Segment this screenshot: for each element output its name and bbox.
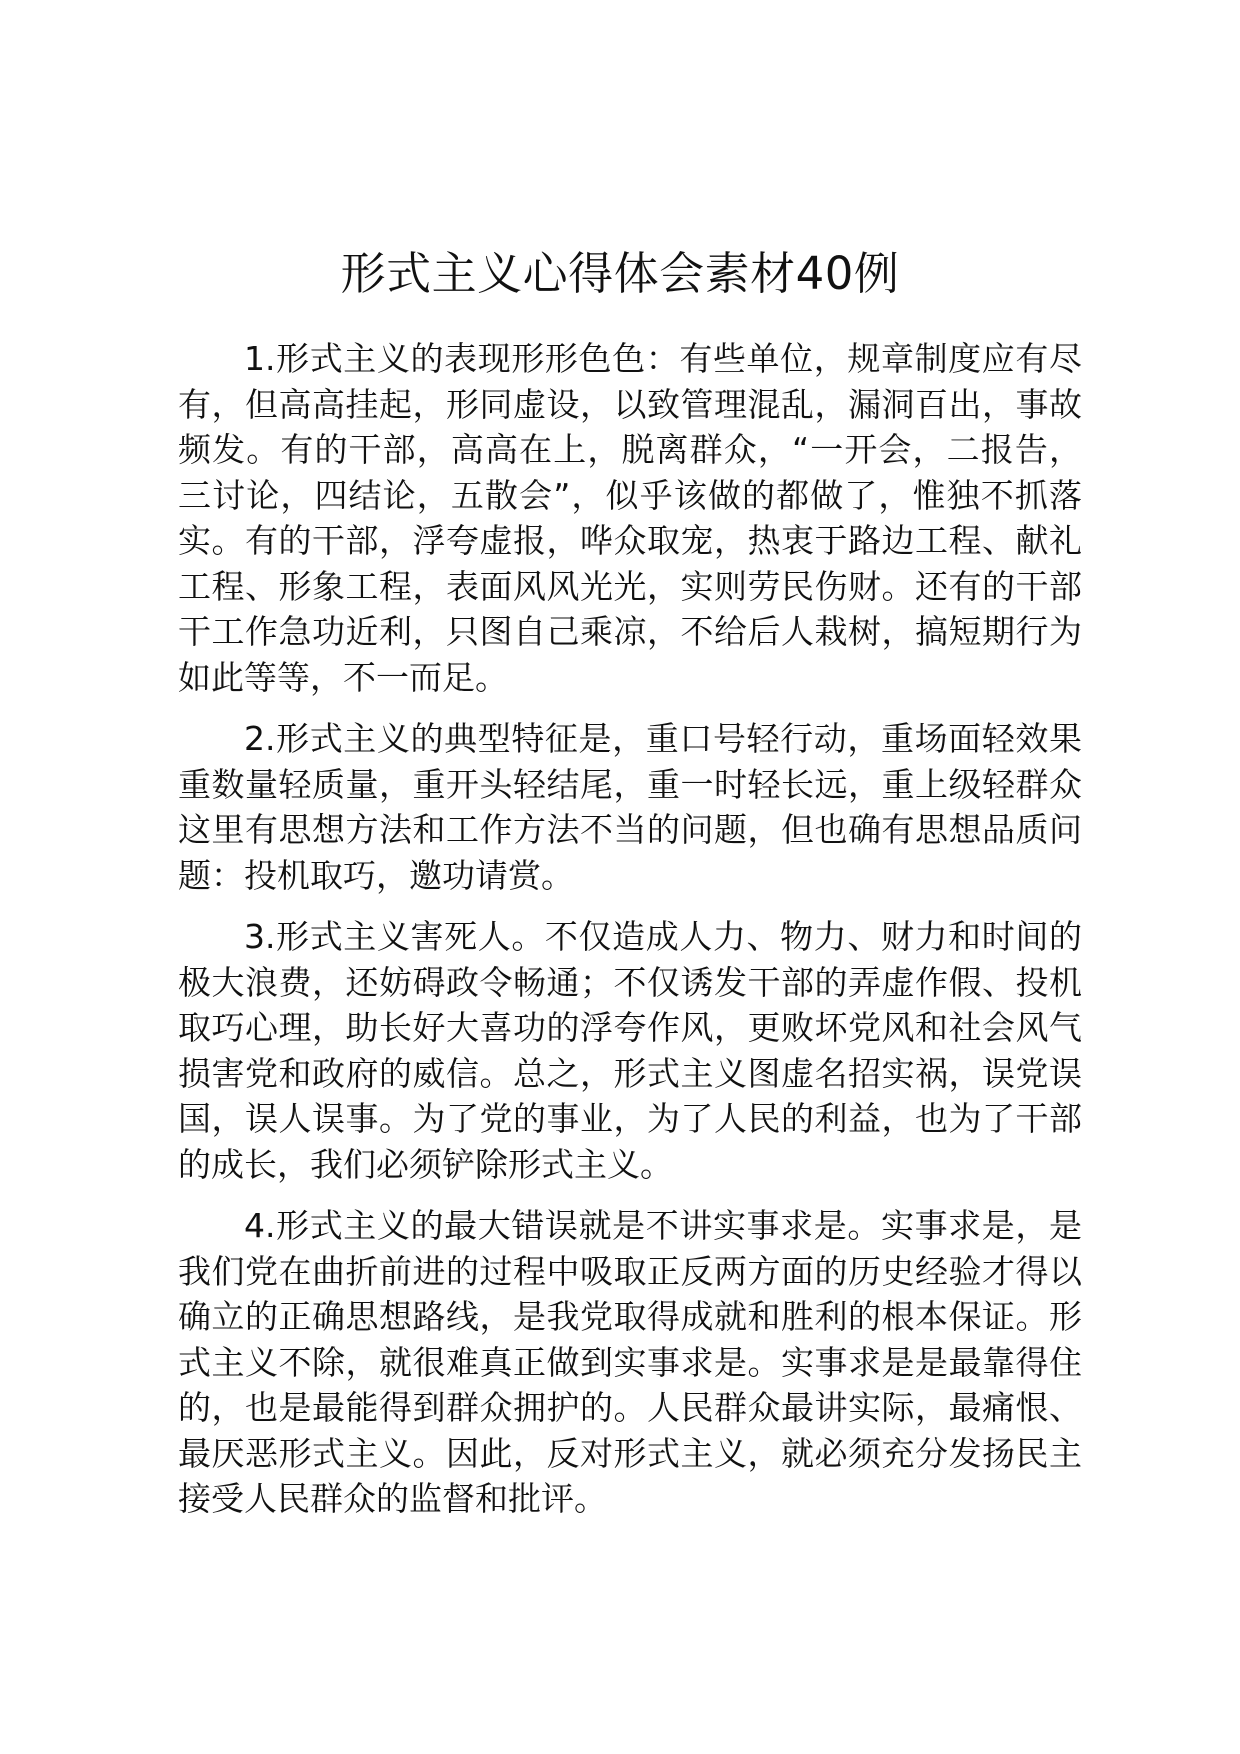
paragraph-4: 4.形式主义的最大错误就是不讲实事求是。实事求是，是我们党在曲折前进的过程中吸取正反两方面的历史经验才得以确立的正确思想路线，是我党取得成就和胜利的根本保证。形式主义不除，就很难真正做到实事求是。实事求是是最靠得住的，也是最能得到群众拥护的。人民群众最讲实际，最痛恨、最厌恶形式主义。因此，反对形式主义，就必须充分发扬民主接受人民群众的监督和批评。 [178,1206,1082,1518]
paragraph-2: 2.形式主义的典型特征是，重口号轻行动，重场面轻效果重数量轻质量，重开头轻结尾，重一时轻长远，重上级轻群众这里有思想方法和工作方法不当的问题，但也确有思想品质问题：投机取巧，邀功请赏。 [178,719,1082,895]
document-body [178,336,1082,1538]
document-title: 形式主义心得体会素材40例 [340,247,900,300]
paragraph-1: 1.形式主义的表现形形色色：有些单位，规章制度应有尽有，但高高挂起，形同虚设，以致管理混乱，漏洞百出，事故频发。有的干部，高高在上，脱离群众，“一开会，二报告，三讨论，四结论，五散会”，似乎该做的都做了，惟独不抓落实。有的干部，浮夸虚报，哗众取宠，热衷于路边工程、献礼工程、形象工程，表面风风光光，实则劳民伤财。还有的干部干工作急功近利，只图自己乘凉，不给后人栽树，搞短期行为如此等等，不一而足。 [178,339,1082,697]
paragraph-3: 3.形式主义害死人。不仅造成人力、物力、财力和时间的极大浪费，还妨碍政令畅通；不仅诱发干部的弄虚作假、投机取巧心理，助长好大喜功的浮夸作风，更败坏党风和社会风气损害党和政府的威信。总之，形式主义图虚名招实祸，误党误国，误人误事。为了党的事业，为了人民的利益，也为了干部的成长，我们必须铲除形式主义。 [178,917,1082,1184]
